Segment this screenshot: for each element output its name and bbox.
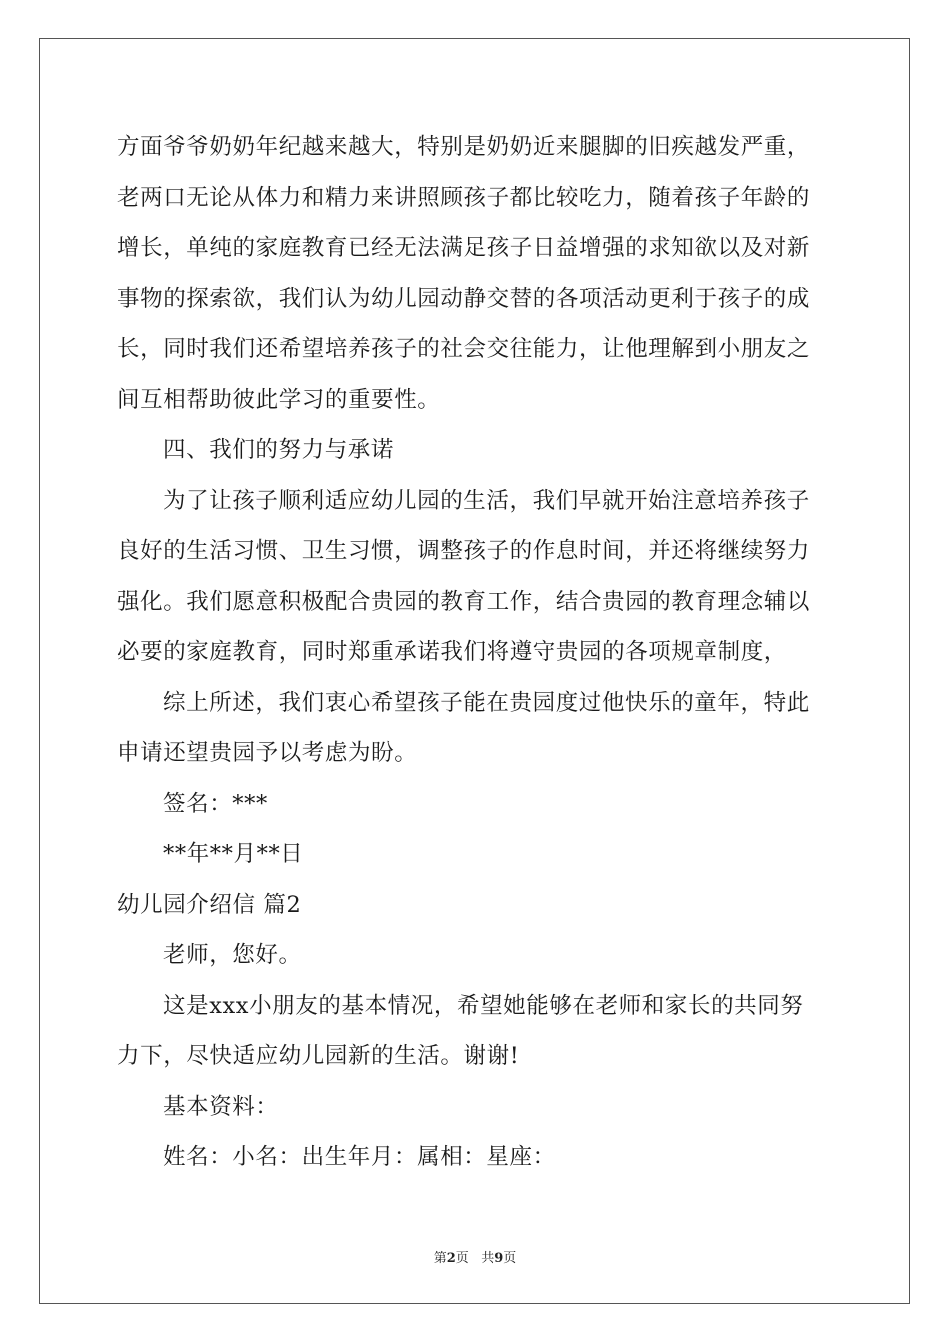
body-line: 增长，单纯的家庭教育已经无法满足孩子日益增强的求知欲以及对新 — [117, 235, 811, 261]
page-footer — [0, 1247, 950, 1266]
body-line: 间互相帮助彼此学习的重要性。 — [117, 386, 441, 413]
current-page-number: 2 — [446, 1251, 456, 1266]
body-line: 老两口无论从体力和精力来讲照顾孩子都比较吃力，随着孩子年龄的 — [117, 184, 811, 211]
signature-line: 签名：*** — [163, 790, 268, 817]
body-line: 基本资料： — [163, 1093, 279, 1120]
document-body — [117, 122, 835, 1183]
total-page-number: 9 — [494, 1251, 504, 1266]
body-line: 姓名：小名：出生年月：属相：星座： — [163, 1144, 556, 1170]
body-line: 申请还望贵园予以考虑为盼。 — [117, 740, 418, 766]
body-line: 强化。我们愿意积极配合贵园的教育工作，结合贵园的教育理念辅以 — [117, 588, 811, 615]
total-suffix: 页 — [503, 1251, 517, 1266]
body-line: 为了让孩子顺利适应幼儿园的生活，我们早就开始注意培养孩子 — [163, 487, 810, 514]
body-line: 力下，尽快适应幼儿园新的生活。谢谢! — [117, 1043, 520, 1069]
body-line: 长，同时我们还希望培养孩子的社会交往能力，让他理解到小朋友之 — [117, 336, 811, 362]
page-suffix: 页 — [455, 1251, 469, 1266]
body-line: 事物的探索欲，我们认为幼儿园动静交替的各项活动更利于孩子的成 — [117, 285, 811, 312]
greeting-line: 老师，您好。 — [163, 942, 302, 968]
date-line: **年**月**日 — [163, 841, 304, 867]
section-heading: 四、我们的努力与承诺 — [163, 437, 395, 463]
body-line: 这是xxx小朋友的基本情况，希望她能够在老师和家长的共同努 — [163, 992, 804, 1019]
total-prefix: 共 — [481, 1251, 495, 1266]
body-line: 良好的生活习惯、卫生习惯，调整孩子的作息时间，并还将继续努力 — [117, 538, 811, 564]
body-line: 综上所述，我们衷心希望孩子能在贵园度过他快乐的童年，特此 — [163, 689, 810, 716]
article-title: 幼儿园介绍信 篇2 — [117, 891, 302, 918]
body-line: 方面爷爷奶奶年纪越来越大，特别是奶奶近来腿脚的旧疾越发严重， — [117, 134, 811, 160]
body-line: 必要的家庭教育，同时郑重承诺我们将遵守贵园的各项规章制度， — [117, 639, 787, 665]
page-prefix: 第 — [433, 1251, 447, 1266]
